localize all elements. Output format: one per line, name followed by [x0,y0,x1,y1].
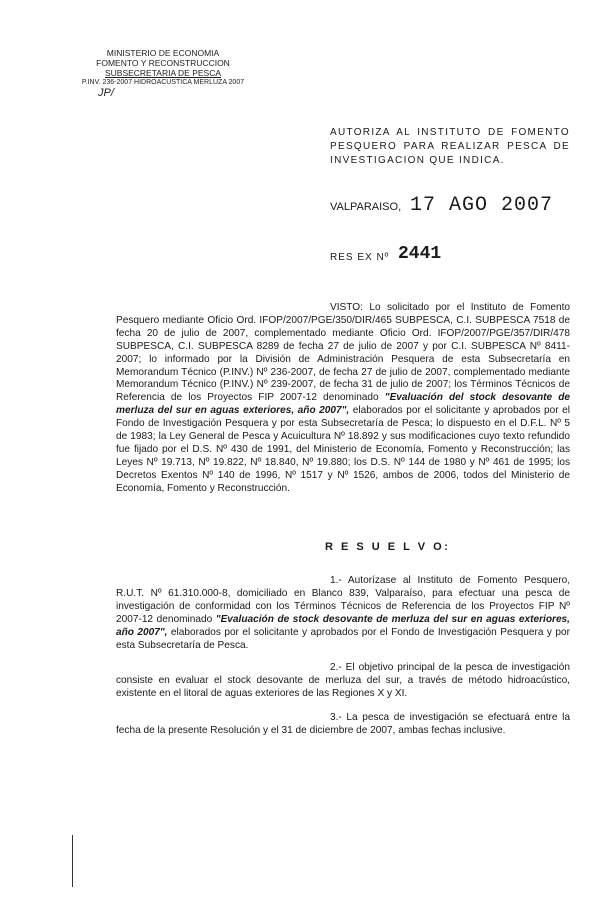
document-subject: AUTORIZA AL INSTITUTO DE FOMENTO PESQUERO PARA REALIZAR PESCA DE INVESTIGACION QUE INDICA. [330,127,570,166]
item-1-text-continued: elaborados por el solicitante y aprobados por el Fondo de Investigación Pesquera y por esta Subsecretaría de Pesca. [116,626,570,651]
place-label: VALPARAISO, [330,201,402,213]
stamp-initials: JP/ [98,87,114,99]
item-1-project-title: "Evaluación de stock desovante de merluza del sur en aguas exteriores, año 2007", [116,613,570,638]
item-1-text: 1.- Autorízase al Instituto de Fomento Pesquero, R.U.T. Nº 61.310.000-8, domiciliado en Blanco 839, Valparaíso, para efectuar una pesca de investigación de conformidad con los Términos Técnicos de Referencia de los Proyectos FIP Nº 2007-12 denominado [116,575,570,625]
stamped-date: 17 AGO 2007 [410,194,554,217]
item-3-text: 3.- La pesca de investigación se efectuará entre la fecha de la presente Resolución y el 31 de diciembre de 2007, ambas fechas inclusive. [116,712,570,736]
visto-text-continued: elaborados por el solicitante y aprobados por el Fondo de Investigación Pesquera y por esta Subsecretaría de Pesca; lo dispuesto en el D.F.L. Nº 5 de 1983; la Ley General de Pesca y Acuicultura Nº 18.892 y sus modificaciones cuyo texto refundido fue fijado por el D.S. Nº 430 de 1991, del Ministerio de Economía, Fomento y Reconstrucción; las Leyes Nº 19.713, Nº 19.822, Nº 18.840, Nº 19.880; los D.S. Nº 144 de 1980 y Nº 461 de 1995; los Decretos Exentos Nº 140 de 1996, Nº 1517 y Nº 1526, ambos de 2006, todos del Ministerio de Economía, Fomento y Reconstrucción. [116,405,571,494]
resuelvo-heading: R E S U E L V O: [325,541,451,553]
stamp-line-reference: P.INV. 236-2007 HIDROACUSTICA MERLUZA 2007 [81,79,245,86]
item-3 [116,712,570,738]
item-2-text: 2.- El objetivo principal de la pesca de investigación consiste en evaluar el stock desovante de merluza del sur, a través de método hidroacústico, existente en el litoral de aguas exteriores de las Regiones X y XI. [116,662,570,699]
visto-project-title: "Evaluación del stock desovante de merluza del sur en aguas exteriores, año 2007", [116,392,570,417]
visto-section [116,302,570,496]
visto-text: VISTO: Lo solicitado por el Instituto de Fomento Pesquero mediante Oficio Ord. IFOP/2007/PGE/350/DIR/465 SUBPESCA, C.I. SUBPESCA 7518 de fecha 20 de julio de 2007, complementado mediante Oficio Ord. IFOP/2007/PGE/357/DIR/478 SUBPESCA, C.I. SUBPESCA 8289 de fecha 27 de julio de 2007 y por C.I. SUBPESCA Nº 8411-2007; lo informado por la División de Administración Pesquera de esta Subsecretaría en Memorandum Técnico (P.INV.) Nº 236-2007, de fecha 27 de julio de 2007, complementado mediante Memorandum Técnico (P.INV.) Nº 239-2007, de fecha 31 de julio de 2007; los Términos Técnicos de Referencia de los Proyectos FIP 2007-12 denominado [116,302,570,404]
stamp-line-subsecretaria: SUBSECRETARIA DE PESCA [104,68,222,78]
item-1 [116,575,570,652]
ministry-stamp [78,48,248,98]
stamp-line-fomento: FOMENTO Y RECONSTRUCCION [96,58,230,68]
resolution-label: RES EX Nº [330,252,390,263]
resolution-number: 2441 [398,244,442,264]
item-1-paragraph [116,575,570,652]
item-2 [116,662,570,701]
stamp-line-ministry: MINISTERIO DE ECONOMIA [106,48,220,58]
visto-paragraph [116,302,570,496]
margin-mark [72,835,73,887]
